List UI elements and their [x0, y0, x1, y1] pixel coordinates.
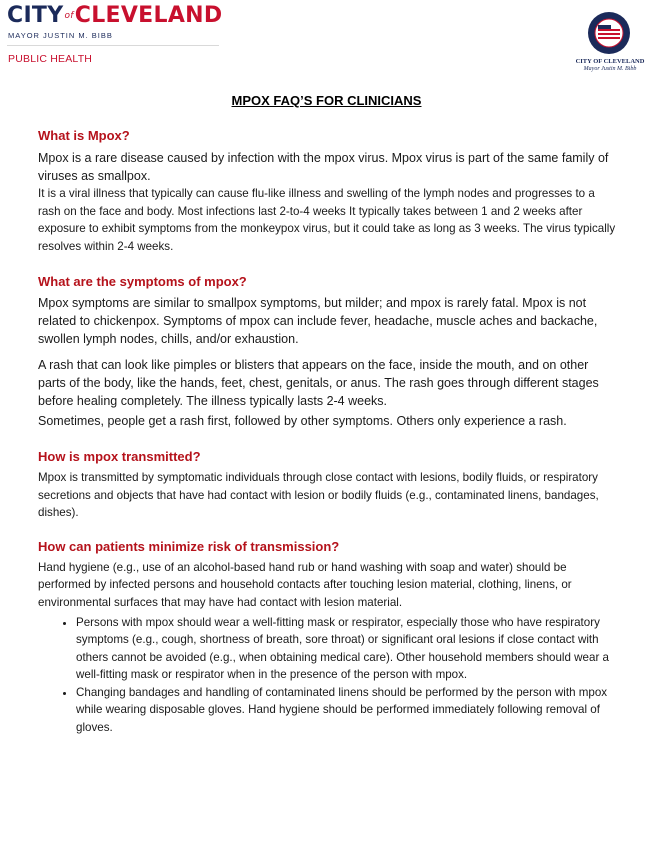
logo-city-text: CITY	[7, 3, 64, 28]
seal-subcaption: Mayor Justin M. Bibb	[583, 66, 637, 72]
mayor-name: MAYOR JUSTIN M. BIBB	[8, 31, 113, 40]
department-name: PUBLIC HEALTH	[8, 53, 93, 65]
seal-caption: CITY OF CLEVELAND	[575, 58, 645, 65]
section-heading-symptoms: What are the symptoms of mpox?	[38, 274, 247, 289]
minimize-bullet-list	[38, 614, 618, 736]
what-paragraph-2: It is a viral illness that typically can cause flu-like illness and swelling of the lymph nodes and progresses to a rash on the face and body. Most infections last 2-to-4 weeks It typically takes between 1 and 2 weeks after exposure to exhibit symptoms from the monkeypox virus, but it could take as long as 3 weeks. The virus typically resolves within 2-4 weeks.	[38, 187, 616, 253]
logo-of-text: of	[64, 11, 74, 21]
header-divider	[7, 45, 219, 46]
symptoms-paragraph-2: A rash that can look like pimples or blisters that appears on the face, inside the mouth, and on other parts of the body, like the hands, feet, chest, genitals, or anus. The rash goes through different stages before healing completely. The illness typically lasts 2-4 weeks.	[38, 358, 599, 408]
symptoms-paragraph-1: Mpox symptoms are similar to smallpox symptoms, but milder; and mpox is rarely fatal. Mpox is not related to chickenpox. Symptoms of mpox can include fever, headache, muscle aches and backache, swollen lymph nodes, chills, and/or exhaustion.	[38, 296, 598, 346]
city-seal-icon	[587, 11, 631, 55]
list-item: • Changing bandages and handling of contaminated linens should be performed by the person with mpox while wearing disposable gloves. Hand hygiene should be performed immediately following removal of gloves.	[76, 684, 618, 736]
minimize-paragraph-1: Hand hygiene (e.g., use of an alcohol-based hand rub or hand washing with soap and water) should be performed by infected persons and household contacts after touching lesion material, clothing, linens, or environmental surfaces that may have had contact with lesion material.	[38, 560, 572, 609]
what-paragraph-1: Mpox is a rare disease caused by infection with the mpox virus. Mpox virus is part of the same family of viruses as smallpox.	[38, 151, 609, 183]
logo-cleveland-text: CLEVELAND	[74, 3, 223, 28]
section-heading-transmitted: How is mpox transmitted?	[38, 449, 201, 464]
city-logo	[7, 3, 222, 29]
list-item: • Persons with mpox should wear a well-fitting mask or respirator, especially those who have respiratory symptoms (e.g., cough, shortness of breath, sore throat) or significant oral lesions if close contact with others cannot be avoided (e.g., when obtaining medical care). Other household members should wear a well-fitting mask or respirator when in the presence of the person with mpox.	[76, 614, 618, 683]
section-heading-what: What is Mpox?	[38, 128, 130, 143]
transmitted-paragraph-1: Mpox is transmitted by symptomatic individuals through close contact with lesions, bodily fluids, or respiratory secretions and objects that have had contact with lesion or bodily fluids (e.g., contaminated linens, bandages, dishes).	[38, 471, 599, 519]
page-title: MPOX FAQ’S FOR CLINICIANS	[231, 93, 422, 108]
faq-content	[38, 127, 618, 737]
letterhead	[0, 0, 653, 80]
section-heading-minimize: How can patients minimize risk of transmission?	[38, 538, 340, 554]
symptoms-paragraph-3: Sometimes, people get a rash first, followed by other symptoms. Others only experience a rash.	[38, 414, 567, 428]
